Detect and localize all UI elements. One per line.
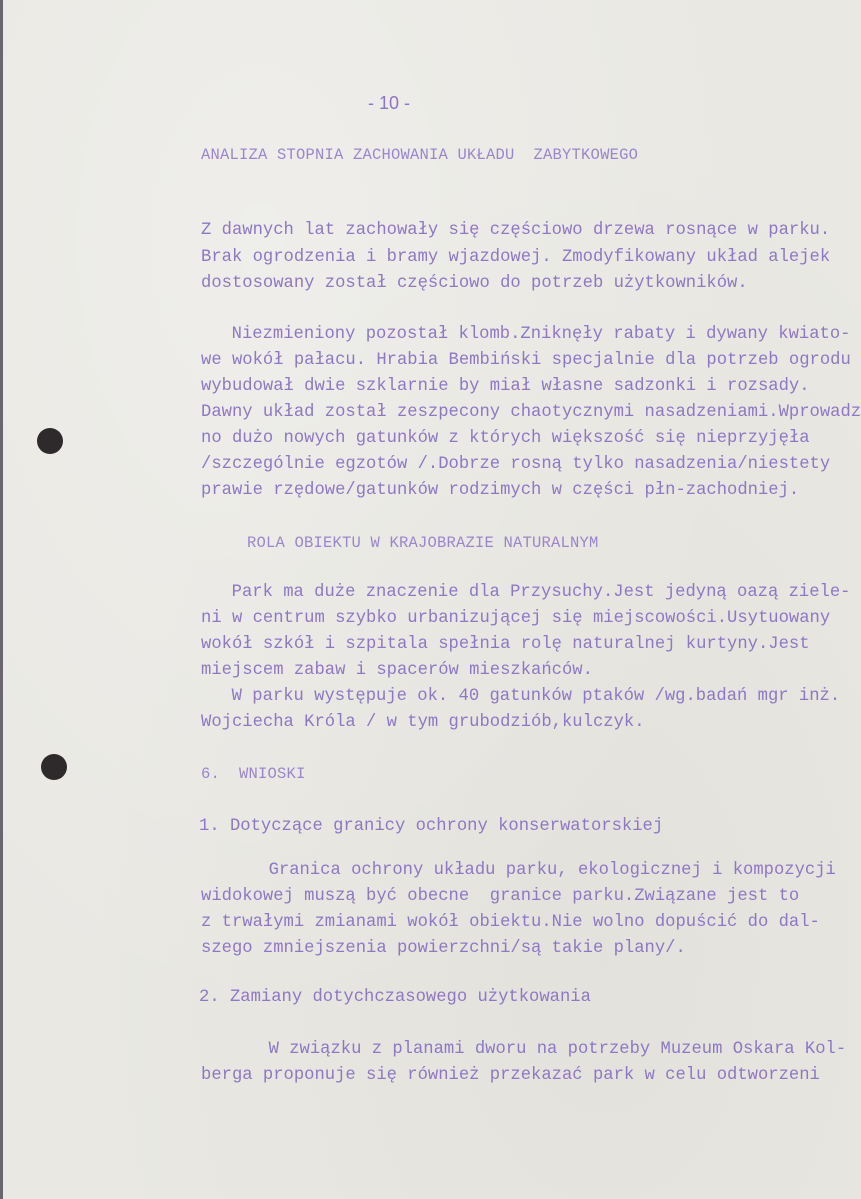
text-line: /szczególnie egzotów /.Dobrze rosną tylko nasadzenia/niestety (201, 455, 831, 474)
text-line: Brak ogrodzenia i bramy wjazdowej. Zmodyfikowany układ alejek (201, 248, 831, 267)
document-page (3, 0, 861, 1199)
section-title: ANALIZA STOPNIA ZACHOWANIA UKŁADU ZABYTKOWEGO (201, 146, 639, 164)
text-line: Granica ochrony układu parku, ekologicznej i kompozycji (217, 861, 836, 880)
text-line: berga proponuje się również przekazać park w celu odtworzeni (201, 1066, 820, 1085)
text-line: widokowej muszą być obecne granice parku.Związane jest to (201, 887, 800, 906)
text-line: Z dawnych lat zachowały się częściowo drzewa rosnące w parku. (201, 221, 831, 240)
item-2-title: 2. Zamiany dotychczasowego użytkowania (199, 988, 591, 1007)
text-line: wybudował dwie szklarnie by miał własne sadzonki i rozsady. (201, 377, 810, 396)
text-line: ni w centrum szybko urbanizującej się miejscowości.Usytuowany (201, 609, 831, 628)
punch-hole-bottom (41, 754, 67, 780)
text-line: prawie rzędowe/gatunków rodzimych w części płn-zachodniej. (201, 481, 800, 500)
text-line: dostosowany został częściowo do potrzeb użytkowników. (201, 274, 748, 293)
text-line: W parku występuje ok. 40 gatunków ptaków /wg.badań mgr inż. (211, 687, 841, 706)
text-line: Wojciecha Króla / w tym grubodziób,kulczyk. (201, 713, 645, 732)
text-line: szego zmniejszenia powierzchni/są takie plany/. (201, 939, 686, 958)
text-line: Dawny układ został zeszpecony chaotycznymi nasadzeniami.Wprowadz (201, 403, 861, 422)
text-line: miejscem zabaw i spacerów mieszkańców. (201, 661, 593, 680)
item-1-title: 1. Dotyczące granicy ochrony konserwatorskiej (199, 817, 664, 836)
text-line: z trwałymi zmianami wokół obiektu.Nie wolno dopuścić do dal- (201, 913, 820, 932)
text-line: W związku z planami dworu na potrzeby Muzeum Oskara Kol- (217, 1040, 847, 1059)
text-line: Park ma duże znaczenie dla Przysuchy.Jest jedyną oazą ziele- (211, 583, 851, 602)
section-6-title: 6. WNIOSKI (201, 765, 306, 783)
text-line: Niezmieniony pozostał klomb.Zniknęły rabaty i dywany kwiato- (211, 325, 851, 344)
subheading-landscape-role: ROLA OBIEKTU W KRAJOBRAZIE NATURALNYM (247, 534, 599, 552)
punch-hole-top (37, 428, 63, 454)
text-line: wokół szkół i szpitala spełnia rolę naturalnej kurtyny.Jest (201, 635, 810, 654)
page-number: - 10 - (368, 93, 411, 113)
text-line: we wokół pałacu. Hrabia Bembiński specjalnie dla potrzeb ogrodu (201, 351, 851, 370)
text-line: no dużo nowych gatunków z których większość się nieprzyjęła (201, 429, 810, 448)
